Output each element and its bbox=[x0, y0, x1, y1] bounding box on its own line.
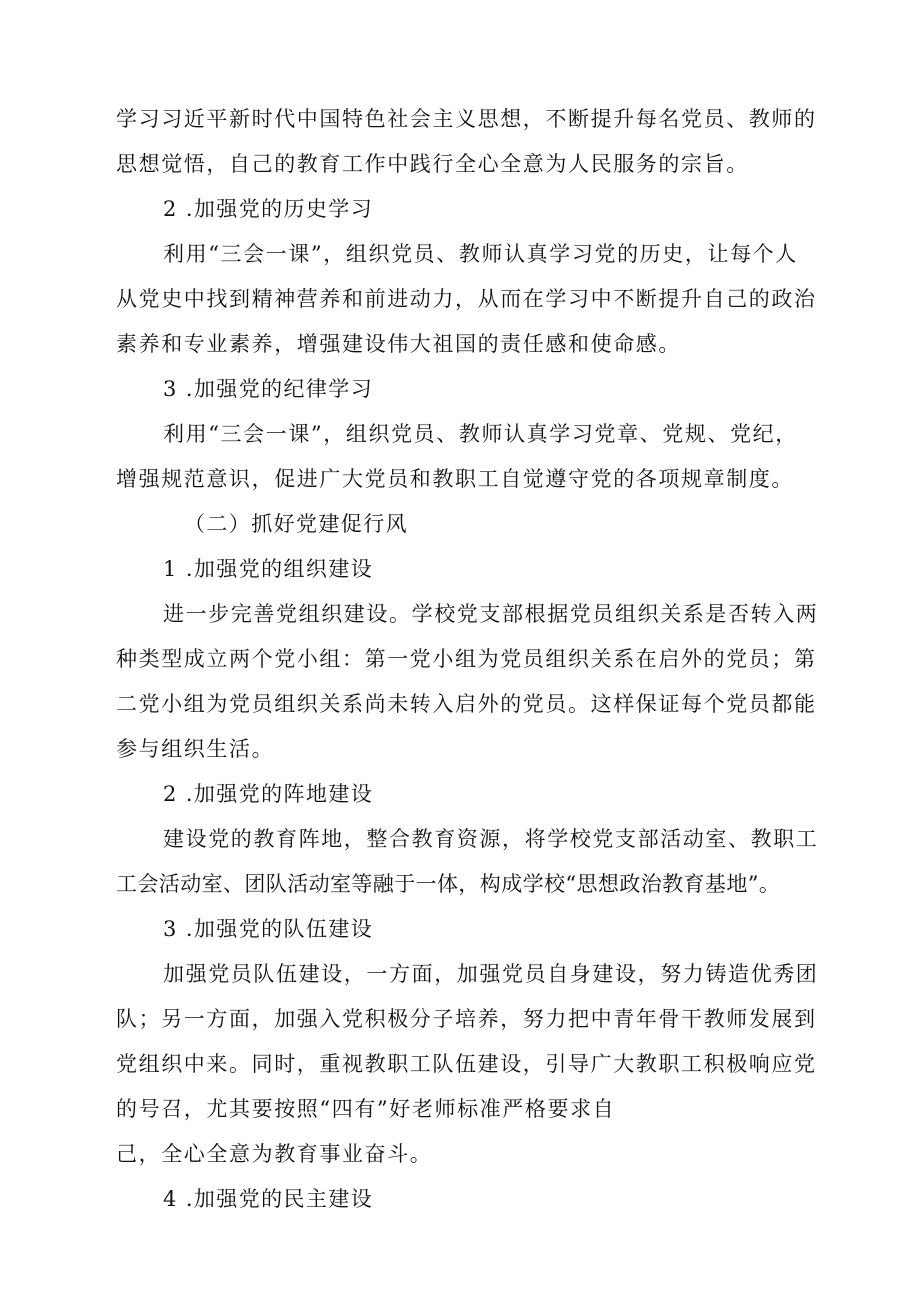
section-heading: 3 .加强党的队伍建设 bbox=[163, 917, 374, 941]
paragraph-line: 参与组织生活。 bbox=[116, 737, 275, 761]
section-heading: 4 .加强党的民主建设 bbox=[163, 1187, 374, 1211]
paragraph-line: 队；另一方面，加强入党积极分子培养，努力把中青年骨干教师发展到 bbox=[116, 1007, 817, 1031]
paragraph-line: 利用“三会一课”，组织党员、教师认真学习党章、党规、党纪， bbox=[163, 422, 798, 446]
paragraph-line: 从党史中找到精神营养和前进动力，从而在学习中不断提升自己的政治 bbox=[116, 287, 817, 311]
paragraph-line: 进一步完善党组织建设。学校党支部根据党员组织关系是否转入两 bbox=[163, 602, 819, 626]
section-heading: 3 .加强党的纪律学习 bbox=[163, 377, 374, 401]
paragraph-line: 己，全心全意为教育事业奋斗。 bbox=[116, 1142, 433, 1166]
section-heading: 1 .加强党的组织建设 bbox=[163, 557, 374, 581]
paragraph-line: 党组织中来。同时，重视教职工队伍建设，引导广大教职工积极响应党 bbox=[116, 1052, 817, 1076]
paragraph-line: 利用“三会一课”，组织党员、教师认真学习党的历史，让每个人 bbox=[163, 242, 798, 266]
paragraph-line: 思想觉悟，自己的教育工作中践行全心全意为人民服务的宗旨。 bbox=[116, 152, 749, 176]
paragraph-line: 增强规范意识，促进广大党员和教职工自觉遵守党的各项规章制度。 bbox=[116, 467, 794, 491]
paragraph-line: 素养和专业素养，增强建设伟大祖国的责任感和使命感。 bbox=[116, 332, 681, 356]
paragraph-line: 加强党员队伍建设，一方面，加强党员自身建设，努力铸造优秀团 bbox=[163, 962, 819, 986]
paragraph-line: 工会活动室、团队活动室等融于一体，构成学校“思想政治教育基地”。 bbox=[116, 872, 781, 896]
section-heading: 2 .加强党的阵地建设 bbox=[163, 782, 374, 806]
section-heading: （二）抓好党建促行风 bbox=[184, 512, 408, 536]
paragraph-line: 种类型成立两个党小组：第一党小组为党员组织关系在启外的党员；第 bbox=[116, 647, 817, 671]
paragraph-line: 的号召，尤其要按照“四有”好老师标准严格要求自 bbox=[116, 1097, 616, 1121]
section-heading: 2 .加强党的历史学习 bbox=[163, 197, 374, 221]
paragraph-line: 二党小组为党员组织关系尚未转入启外的党员。这样保证每个党员都能 bbox=[116, 692, 817, 716]
paragraph-line: 建设党的教育阵地，整合教育资源，将学校党支部活动室、教职工 bbox=[163, 827, 819, 851]
paragraph-line: 学习习近平新时代中国特色社会主义思想，不断提升每名党员、教师的 bbox=[116, 107, 817, 131]
